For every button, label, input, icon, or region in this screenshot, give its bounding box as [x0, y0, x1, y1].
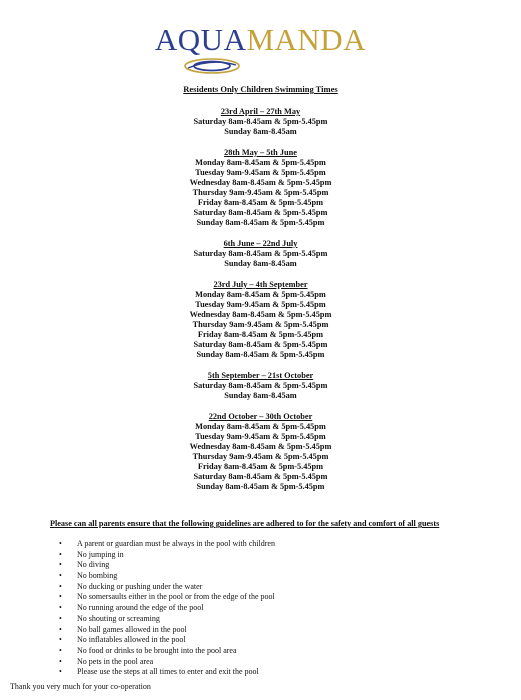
rule-item [55, 582, 275, 593]
rule-text: No shouting or screaming [77, 613, 160, 623]
session-line: Tuesday 9am-9.45am & 5pm-5.45pm [195, 300, 326, 309]
session-line: Friday 8am-8.45am & 5pm-5.45pm [197, 330, 324, 339]
bullet-icon: • [59, 656, 62, 666]
period-heading: 22nd October – 30th October [208, 412, 313, 421]
logo-swirl-icon [182, 55, 242, 77]
session-line: Sunday 8am-8.45am [224, 127, 297, 136]
rule-item [55, 603, 275, 614]
period-block [0, 279, 521, 360]
session-line: Thursday 9am-9.45am & 5pm-5.45pm [192, 188, 329, 197]
period-block [0, 370, 521, 401]
session-line: Thursday 9am-9.45am & 5pm-5.45pm [192, 320, 329, 329]
rule-item [55, 635, 275, 646]
bullet-icon: • [59, 624, 62, 634]
session-line: Sunday 8am-8.45am & 5pm-5.45pm [196, 350, 325, 359]
bullet-icon: • [59, 645, 62, 655]
bullet-icon: • [59, 613, 62, 623]
rule-text: No pets in the pool area [77, 656, 154, 666]
bullet-icon: • [59, 571, 62, 581]
session-line: Saturday 8am-8.45am & 5pm-5.45pm [193, 249, 328, 258]
period-block [0, 147, 521, 228]
session-line: Saturday 8am-8.45am & 5pm-5.45pm [193, 117, 328, 126]
session-line: Sunday 8am-8.45am [224, 259, 297, 268]
session-line: Sunday 8am-8.45am & 5pm-5.45pm [196, 218, 325, 227]
period-block [0, 411, 521, 492]
session-line: Wednesday 8am-8.45am & 5pm-5.45pm [189, 442, 332, 451]
session-line: Sunday 8am-8.45am & 5pm-5.45pm [196, 482, 325, 491]
logo-wordmark [0, 22, 521, 58]
session-line: Saturday 8am-8.45am & 5pm-5.45pm [193, 208, 328, 217]
session-line: Wednesday 8am-8.45am & 5pm-5.45pm [189, 310, 332, 319]
rule-text: No jumping in [77, 549, 124, 559]
period-block [0, 106, 521, 137]
bullet-icon: • [59, 549, 62, 559]
rule-text: No food or drinks to be brought into the pool area [77, 645, 237, 655]
session-line: Wednesday 8am-8.45am & 5pm-5.45pm [189, 178, 332, 187]
rule-text: No bombing [77, 571, 118, 581]
rule-text: No inflatables allowed in the pool [77, 635, 186, 645]
rule-item [55, 614, 275, 625]
period-heading: 5th September – 21st October [207, 371, 314, 380]
bullet-icon: • [59, 592, 62, 602]
bullet-icon: • [59, 603, 62, 613]
session-line: Tuesday 9am-9.45am & 5pm-5.45pm [195, 168, 326, 177]
rule-text: No ball games allowed in the pool [77, 624, 187, 634]
period-block [0, 238, 521, 269]
bullet-icon: • [59, 539, 62, 548]
session-line: Sunday 8am-8.45am [224, 391, 297, 400]
thanks-note: Thank you very much for your co-operation [10, 682, 151, 691]
session-line: Saturday 8am-8.45am & 5pm-5.45pm [193, 340, 328, 349]
rule-text: No diving [77, 560, 110, 570]
session-line: Saturday 8am-8.45am & 5pm-5.45pm [193, 381, 328, 390]
rule-item [55, 625, 275, 636]
rule-item [55, 550, 275, 561]
rule-item [55, 560, 275, 571]
period-heading: 23rd July – 4th September [213, 280, 308, 289]
period-heading: 28th May – 5th June [224, 148, 297, 157]
rule-item [55, 571, 275, 582]
rule-item [55, 592, 275, 603]
bullet-icon: • [59, 560, 62, 570]
session-line: Saturday 8am-8.45am & 5pm-5.45pm [193, 472, 328, 481]
session-line: Tuesday 9am-9.45am & 5pm-5.45pm [195, 432, 326, 441]
session-line: Monday 8am-8.45am & 5pm-5.45pm [195, 422, 326, 431]
rule-text: Please use the steps at all times to enter and exit the pool [77, 667, 259, 677]
rule-item [55, 539, 275, 550]
document-title: Residents Only Children Swimming Times [183, 84, 338, 94]
bullet-icon: • [59, 667, 62, 677]
period-heading: 23rd April – 27th May [220, 107, 301, 116]
rule-item [55, 657, 275, 668]
rules-list [55, 539, 275, 678]
rule-text: A parent or guardian must be always in the pool with children [77, 539, 275, 548]
bullet-icon: • [59, 581, 62, 591]
rule-item [55, 667, 275, 678]
period-heading: 6th June – 22nd July [223, 239, 298, 248]
guidelines-heading: Please can all parents ensure that the following guidelines are adhered to for the safety and comfort of all guests [50, 519, 440, 528]
rule-text: No ducking or pushing under the water [77, 581, 203, 591]
session-line: Monday 8am-8.45am & 5pm-5.45pm [195, 290, 326, 299]
aquamanda-logo [0, 22, 521, 84]
logo-text-manda: MANDA [246, 22, 367, 57]
session-line: Monday 8am-8.45am & 5pm-5.45pm [195, 158, 326, 167]
logo-text-aqua: AQUA [154, 22, 247, 57]
session-line: Thursday 9am-9.45am & 5pm-5.45pm [192, 452, 329, 461]
rule-text: No somersaults either in the pool or from the edge of the pool [77, 592, 275, 602]
rule-text: No running around the edge of the pool [77, 603, 204, 613]
bullet-icon: • [59, 635, 62, 645]
session-line: Friday 8am-8.45am & 5pm-5.45pm [197, 462, 324, 471]
session-line: Friday 8am-8.45am & 5pm-5.45pm [197, 198, 324, 207]
schedule [0, 106, 521, 502]
rule-item [55, 646, 275, 657]
